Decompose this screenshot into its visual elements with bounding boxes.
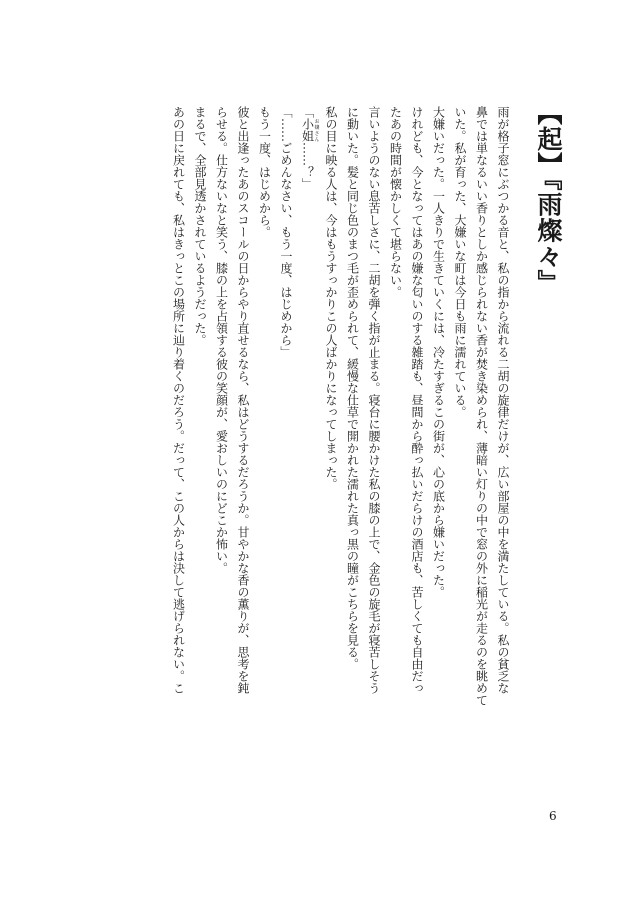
text-line: あの日に戻れても、私はきっとこの場所に辿り着くのだろう。だって、この人からは決して逃げられない。こ	[171, 106, 186, 694]
text-line: たあの時間が懐かしくて堪らない。	[388, 106, 403, 298]
text-line: 私の目に映る人は、今はもうすっかりこの人ばかりになってしまった。	[324, 106, 338, 490]
text-line: いた。私が育った、大嫌いな町は今日も雨に濡れている。	[453, 106, 467, 418]
text-line: らせる。仕方ないなと笑う、膝の上を占領する彼の笑顔が、愛おしいのにどこか怖い。	[214, 106, 229, 574]
ruby-base: 小姐	[300, 118, 315, 142]
text-line: 大嫌いだった。一人きりで生きていくには、冷たすぎるこの街が、心の底から嫌いだった。	[431, 106, 446, 598]
text-line: もう一度、はじめから。	[257, 106, 272, 238]
text-line: けれども、今となってはあの嫌な匂いのする雑踏も、昼間から酔っ払いだらけの酒店も、苦しくても自由だっ	[410, 106, 424, 694]
dialogue-rest: ……？」	[300, 142, 315, 190]
text-line: 雨が格子窓にぶつかる音と、私の指から流れる二胡の旋律だけが、広い部屋の中を満たしている。私の貧乏な	[496, 106, 510, 694]
text-line: 「……ごめんなさい、もう一度、はじめから」	[279, 106, 293, 358]
ruby-reading: お嬢さん	[313, 118, 320, 142]
text-line: に動いた。髪と同じ色のまつ毛が歪められて、緩慢な仕草で開かれた濡れた真っ黒の瞳がこちらを見る。	[345, 106, 360, 670]
body-text	[167, 106, 513, 786]
text-line: まるで、全部見透かされているようだった。	[193, 106, 207, 346]
dialogue-line-with-ruby	[296, 106, 320, 786]
ruby-annotation	[300, 118, 320, 142]
text-line: 彼と出逢ったあのスコールの日からやり直せるなら、私はどうするだろうか。甘やかな香の薫りが、思考を鈍	[236, 106, 250, 694]
page-number: 6	[549, 809, 557, 823]
text-line: 言いようのない息苦しさに、二胡を弾く指が止まる。寝台に腰かけた私の膝の上で、金色の旋毛が寝苦しそう	[367, 106, 381, 694]
chapter-title: 【起】『雨燦々』	[534, 100, 563, 296]
dialogue-open-bracket: 「	[300, 106, 315, 118]
text-line: 鼻では単なるいい香りとしか感じられない香が焚き染められ、薄暗い灯りの中で窓の外に稲光が走るのを眺めて	[474, 106, 489, 706]
